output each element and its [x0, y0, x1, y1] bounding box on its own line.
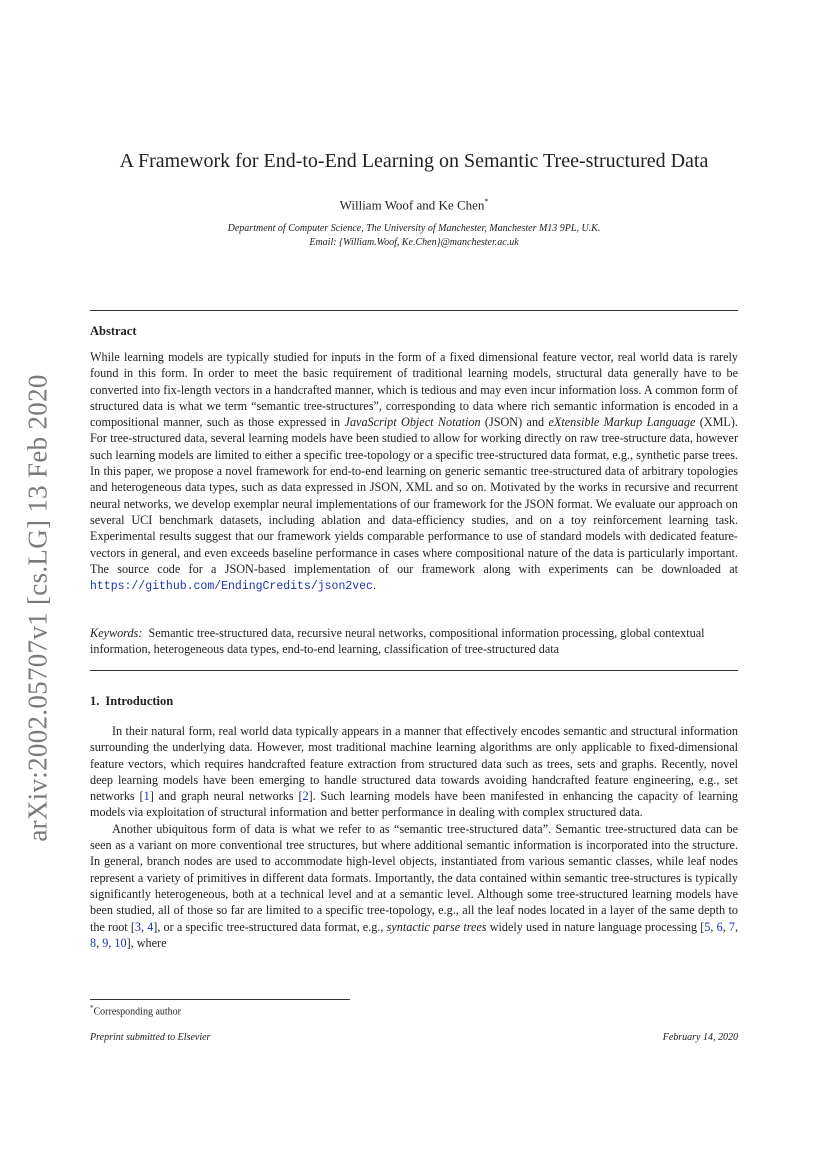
paragraph	[90, 821, 738, 951]
citation-separator: ,	[710, 919, 717, 934]
paragraph-text: ]. Such learning models have been manifested in enhancing the capacity of learning models via exploitation of structural information and better performance in dealing with complex structured data.	[90, 789, 738, 820]
top-rule	[90, 310, 738, 311]
paragraph-text: ], or a specific tree-structured data format, e.g.,	[153, 919, 387, 934]
section-number: 1.	[90, 694, 100, 708]
section-title: Introduction	[105, 694, 174, 708]
footer-preprint-note: Preprint submitted to Elsevier	[90, 1032, 211, 1043]
citation-link[interactable]: 7	[728, 919, 735, 934]
citation-link[interactable]: 5	[704, 919, 711, 934]
keywords-label: Keywords:	[90, 626, 143, 640]
citation-link[interactable]: 8	[90, 935, 97, 950]
footnote-mark: *	[90, 1004, 94, 1012]
paragraph	[90, 723, 738, 821]
paragraph-emphasis: syntactic parse trees	[386, 919, 487, 934]
affiliation-department: Department of Computer Science, The University of Manchester, Manchester M13 9PL, U.K.	[227, 223, 601, 234]
paragraph-text: widely used in nature language processing [	[486, 919, 705, 934]
source-code-link[interactable]: https://github.com/EndingCredits/json2vec	[90, 580, 373, 594]
affiliation-email: Email: {William.Woof, Ke.Chen}@manchester.ac.uk	[309, 237, 519, 248]
citation-link[interactable]: 3	[134, 919, 141, 934]
abstract-emphasis: JavaScript Object Notation	[344, 415, 481, 430]
paragraph-text: ] and graph neural networks [	[149, 789, 303, 804]
citation-separator: ,	[734, 919, 738, 934]
citation-separator: ,	[96, 935, 103, 950]
abstract-text: (JSON) and	[480, 415, 549, 430]
citation-link[interactable]: 6	[716, 919, 723, 934]
citation-link[interactable]: 4	[147, 919, 154, 934]
abstract-text: While learning models are typically studied for inputs in the form of a fixed dimensional feature vector, real world data is rarely found in this form. In order to meet the basic requirement of traditional learning models, structural data generally have to be converted into fix-length vectors in a handcrafted manner, which is tedious and may even incur information loss. A common form of structured data is what we term “semantic tree-structures”, corresponding to data where rich semantic information is encoded in a compositional manner, such as those expressed in	[90, 350, 738, 430]
authors-line	[0, 197, 828, 213]
paragraph-text: In their natural form, real world data typically appears in a manner that effectively encodes semantic and structural information surrounding the underlying data. However, most traditional machine learning algorithms are only applicable to fixed-dimensional feature vectors, which requires handcrafted feature extraction from structured data such as trees, sets and graphs. Recently, novel deep learning models have been emerging to handle structured data towards avoiding handcrafted feature engineering, e.g., set networks [	[90, 724, 738, 804]
abstract-heading: Abstract	[90, 324, 137, 338]
footnote-rule	[90, 999, 350, 1000]
citation-separator: ,	[722, 919, 729, 934]
footnote-text: Corresponding author	[93, 1006, 181, 1018]
citation-link[interactable]: 9	[102, 935, 109, 950]
authors: William Woof and Ke Chen	[339, 197, 485, 213]
paper-title: A Framework for End-to-End Learning on Semantic Tree-structured Data	[119, 150, 709, 172]
keywords	[90, 625, 738, 658]
footer-date: February 14, 2020	[662, 1032, 738, 1043]
abstract-body	[90, 349, 738, 595]
abstract-bottom-rule	[90, 670, 738, 671]
citation-link[interactable]: 2	[302, 789, 309, 804]
paragraph-text: Another ubiquitous form of data is what we refer to as “semantic tree-structured data”. Semantic tree-structured data can be seen as a variant on more conventional tree structures, but where additional semantic information is incorporated into the structure. In general, branch nodes are used to accommodate high-level objects, instantiated from various semantic classes, while leaf nodes represent a variety of primitives in different data formats. Importantly, the data contained within semantic tree-structures is typically significantly heterogeneous, both at a technical level and at a semantic level. Although some tree-structured learning models have been studied, all of those so far are limited to a specific tree-topology, e.g., all the leaf nodes located in a layer of the same depth to the root [	[90, 821, 738, 934]
footnote	[90, 1004, 181, 1017]
citation-separator: ,	[108, 935, 115, 950]
citation-link[interactable]: 10	[114, 935, 127, 950]
keywords-text: Semantic tree-structured data, recursive neural networks, compositional information processing, global contextual information, heterogeneous data types, end-to-end learning, classification of tree-structured data	[90, 626, 705, 657]
affiliation	[0, 222, 828, 250]
author-footnote-mark: *	[484, 197, 489, 206]
arxiv-side-stamp	[24, 368, 52, 848]
abstract-text: .	[372, 578, 376, 593]
abstract-text: (XML). For tree-structured data, several learning models have been studied to allow for working directly on raw tree-structure data, however such learning models are limited to either a specific tree-topology or a specific tree-structured data format, e.g., synthetic parse trees. In this paper, we propose a novel framework for end-to-end learning on generic semantic tree-structured data of arbitrary topologies and heterogeneous data types, such as data expressed in JSON, XML and so on. Motivated by the works in recursive and recurrent neural networks, we develop exemplar neural implementations of our framework for the JSON format. We evaluate our approach on several UCI benchmark datasets, including ablation and data-efficiency studies, and on a toy reinforcement learning task. Experimental results suggest that our framework yields comparable performance to use of standard models with dedicated feature-vectors in general, and even exceeds baseline performance in cases where compositional nature of the data is particularly important. The source code for a JSON-based implementation of our framework along with experiments can be downloaded at	[90, 415, 738, 576]
paragraph-text: ], where	[126, 935, 167, 950]
citation-link[interactable]: 1	[143, 789, 150, 804]
introduction-body	[90, 723, 738, 951]
section-heading	[90, 694, 179, 709]
arxiv-identifier: arXiv:2002.05707v1 [cs.LG] 13 Feb 2020	[22, 374, 53, 842]
citation-separator: ,	[140, 919, 148, 934]
abstract-emphasis: eXtensible Markup Language	[548, 415, 696, 430]
